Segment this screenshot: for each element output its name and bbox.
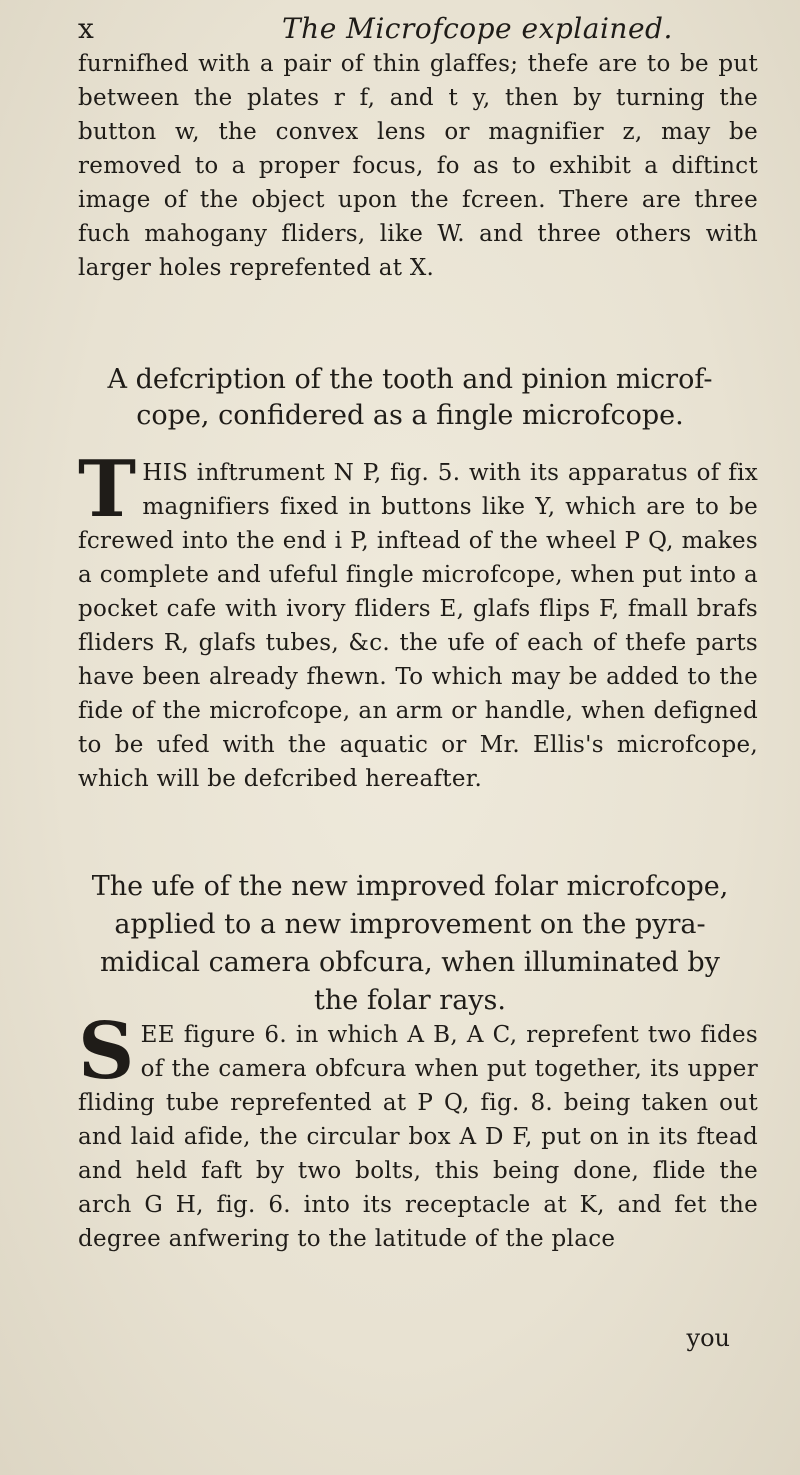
paragraph-continued: furnifhed with a pair of thin glaffes; thefe are to be put between the plates r f, and t y, then by turning the button w, the convex lens or magnifier z, may be removed to a proper focus, fo as to exhibit a diftinct image of the object upon the fcreen. There are three fuch mahogany fliders, like W. and three others with larger holes reprefented at X. (78, 51, 758, 281)
page-header (0, 10, 800, 50)
paragraph-text: EE figure 6. in which A B, A C, reprefent two fides of the camera obfcura when put together, its upper fliding tube reprefented at P Q, fig. 8. being taken out and laid afide, the circular box A D F, put on in its ftead and held faft by two bolts, this being done, flide the arch G H, fig. 6. into its receptacle at K, and fet the degree anfwering to the latitude of the place (78, 1022, 758, 1252)
paragraph-instrument (78, 444, 758, 796)
section-heading-line: the folar rays. (314, 985, 506, 1016)
paragraph-text: HIS inftrument N P, fig. 5. with its apparatus of fix magnifiers fixed in buttons like Y, which are to be fcrewed into the end i P, inftead of the wheel P Q, makes a complete and ufeful fingle microfcope, when put into a pocket cafe with ivory fliders E, glafs flips F, fmall brafs fliders R, glafs tubes, &c. the ufe of each of thefe parts have been already fhewn. To which may be added to the fide of the microfcope, an arm or handle, when defigned to be ufed with the aquatic or Mr. Ellis's microfcope, which will be defcribed hereafter. (78, 460, 758, 792)
section-heading-solar-microscope (80, 868, 740, 1020)
paragraph-camera-obscura (78, 1006, 758, 1256)
section-heading-line: The ufe of the new improved folar microfcope, (91, 871, 729, 902)
section-heading-line: applied to a new improvement on the pyra- (114, 909, 706, 940)
folio: x (78, 12, 94, 45)
drop-cap: S (78, 1006, 135, 1097)
running-title: The Microfcope explained. (282, 12, 673, 45)
drop-cap: T (78, 444, 137, 535)
section-heading-line: midical camera obfcura, when illuminated by (100, 947, 720, 978)
section-heading-line: cope, confidered as a fingle microfcope. (136, 400, 684, 431)
catchword: you (686, 1324, 730, 1352)
section-heading-line: A defcription of the tooth and pinion microf- (107, 364, 713, 395)
section-heading-tooth-pinion (80, 362, 740, 434)
